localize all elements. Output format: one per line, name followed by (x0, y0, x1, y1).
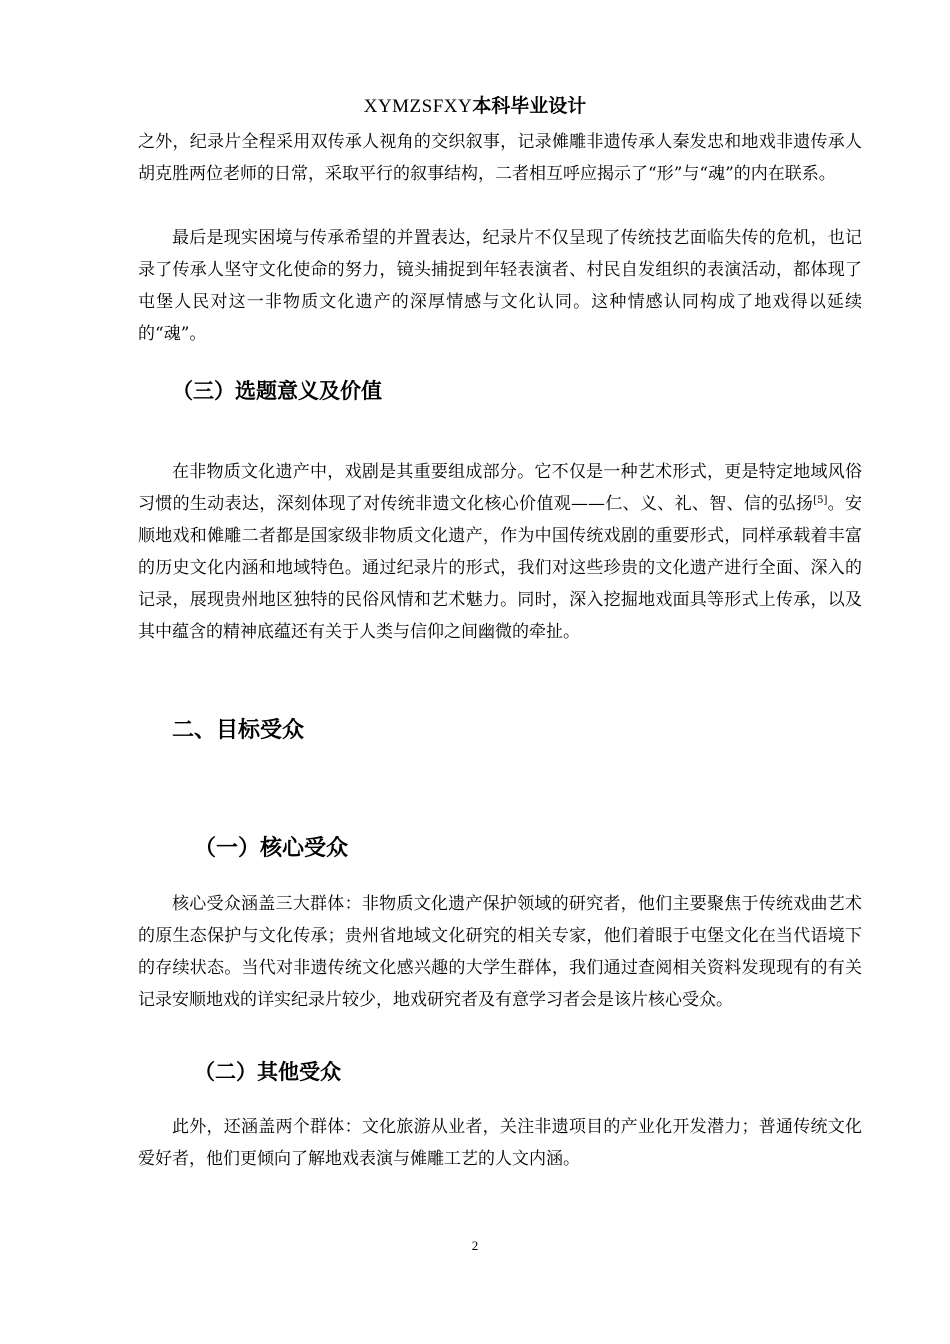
header-school-code: XYMZSFXY (363, 96, 473, 117)
heading-core-audience: （一）核心受众 (194, 836, 349, 861)
paragraph-core-audience: 核心受众涵盖三大群体：非物质文化遗产保护领域的研究者，他们主要聚焦于传统戏曲艺术的原生态保护与文化传承；贵州省地域文化研究的相关专家，他们着眼于屯堡文化在当代语境下的存续状态。当代对非遗传统文化感兴趣的大学生群体，我们通过查阅相关资料发现现有的有关记录安顺地戏的详实纪录片较少，地戏研究者及有意学习者会是该片核心受众。 (138, 894, 862, 1010)
heading-significance: （三）选题意义及价值 (172, 379, 382, 403)
paragraph-narrative-structure: 之外，纪录片全程采用双传承人视角的交织叙事，记录傩雕非遗传承人秦发忠和地戏非遗传承人胡克胜两位老师的日常，采取平行的叙事结构，二者相互呼应揭示了“形”与“魂”的内在联系。 (138, 132, 862, 184)
citation-reference[interactable]: [5] (813, 495, 828, 506)
paragraph-other-audience: 此外，还涵盖两个群体：文化旅游从业者，关注非遗项目的产业化开发潜力；普通传统文化爱好者，他们更倾向了解地戏表演与傩雕工艺的人文内涵。 (138, 1117, 862, 1169)
page-number: 2 (471, 1238, 479, 1253)
page-header (0, 94, 950, 119)
paragraph-significance-text-1: 在非物质文化遗产中，戏剧是其重要组成部分。它不仅是一种艺术形式，更是特定地域风俗习惯的生动表达，深刻体现了对传统非遗文化核心价值观——仁、义、礼、智、信的弘扬 (138, 462, 862, 514)
heading-target-audience: 二、目标受众 (172, 718, 305, 743)
heading-other-audience: （二）其他受众 (194, 1060, 341, 1084)
header-title: 本科毕业设计 (472, 95, 587, 117)
paragraph-significance-text-2: 。安顺地戏和傩雕二者都是国家级非物质文化遗产，作为中国传统戏剧的重要形式，同样承载着丰富的历史文化内涵和地域特色。通过纪录片的形式，我们对这些珍贵的文化遗产进行全面、深入的记录，展现贵州地区独特的民俗风情和艺术魅力。同时，深入挖掘地戏面具等形式上传承，以及其中蕴含的精神底蕴还有关于人类与信仰之间幽微的牵扯。 (138, 494, 863, 642)
paragraph-significance (138, 456, 862, 648)
paragraph-reality-and-hope: 最后是现实困境与传承希望的并置表达，纪录片不仅呈现了传统技艺面临失传的危机，也记录了传承人坚守文化使命的努力，镜头捕捉到年轻表演者、村民自发组织的表演活动，都体现了屯堡人民对这一非物质文化遗产的深厚情感与文化认同。这种情感认同构成了地戏得以延续的“魂”。 (138, 228, 862, 344)
